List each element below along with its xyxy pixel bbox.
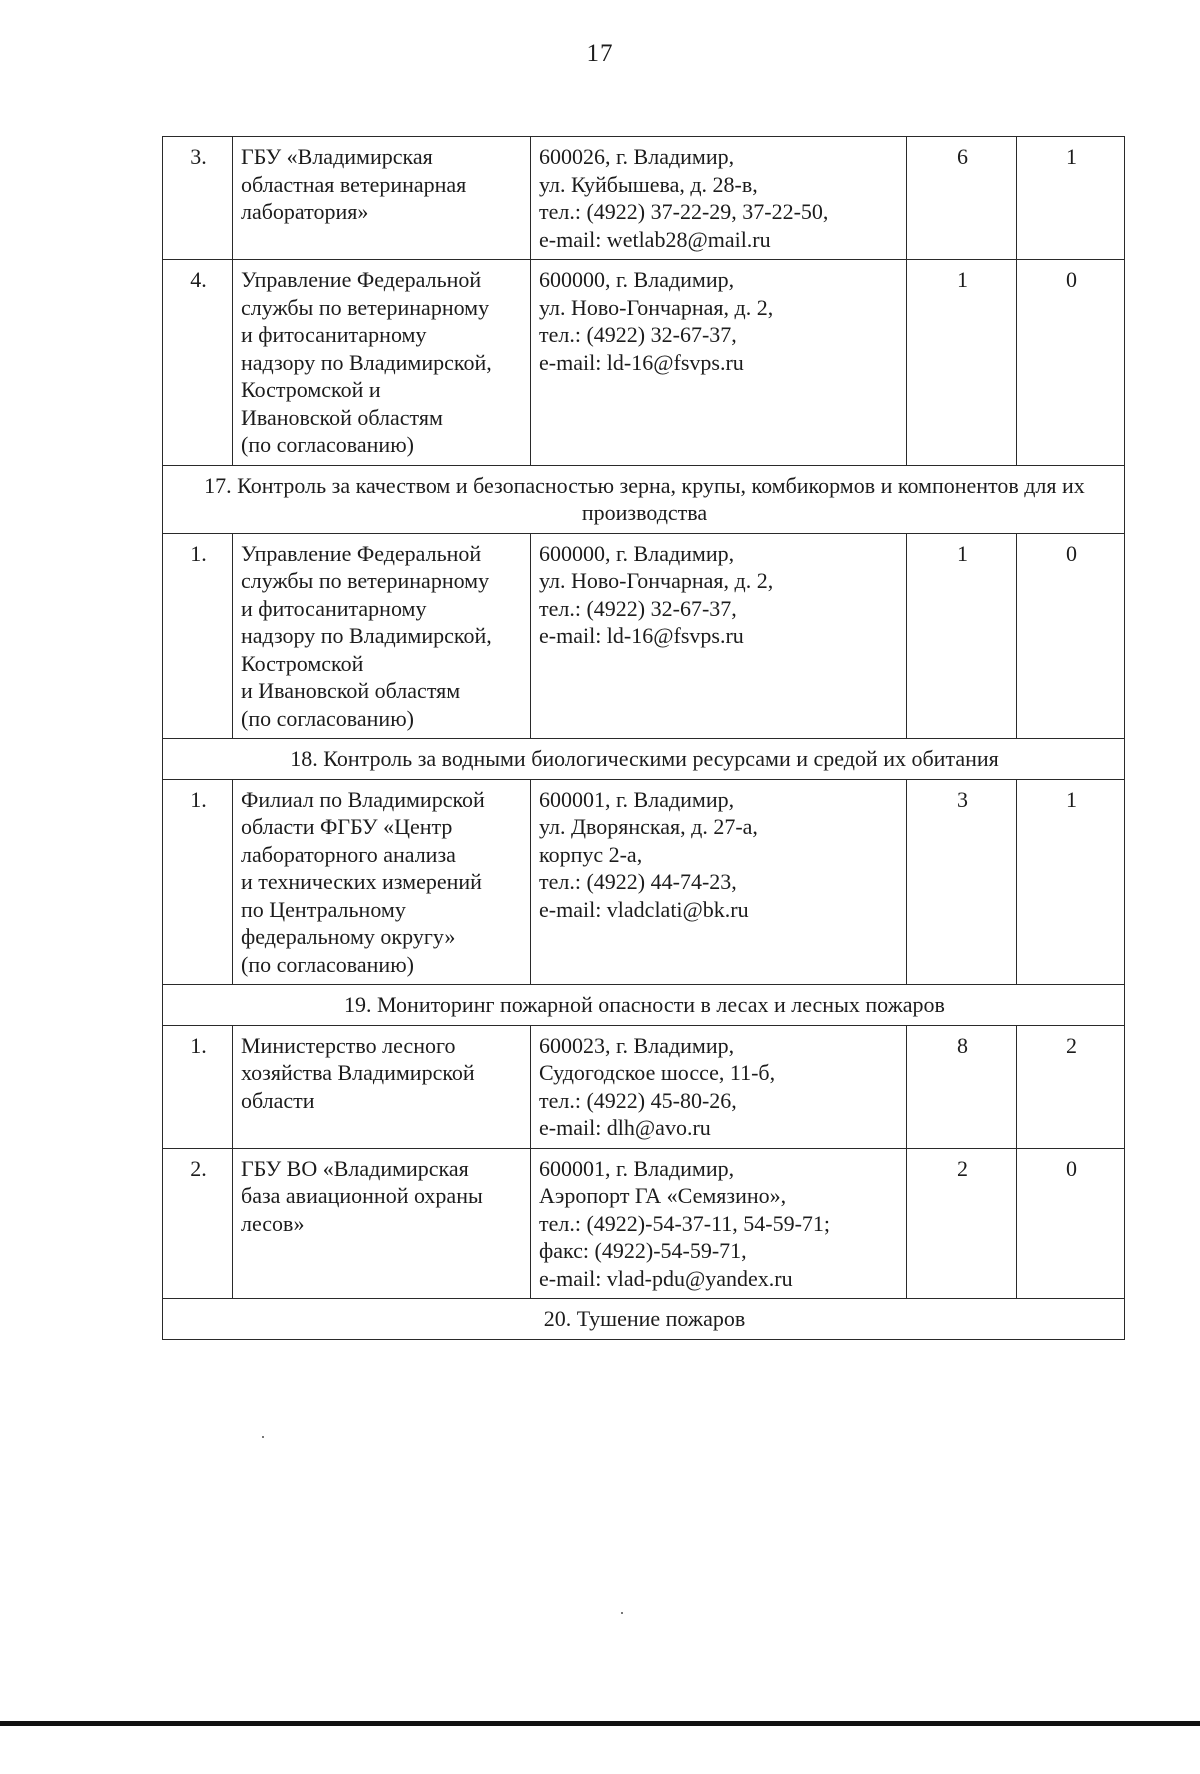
table-row <box>163 260 1125 466</box>
table-row <box>163 779 1125 985</box>
row-number: 2. <box>163 1148 233 1299</box>
organization-name: ГБУ ВО «Владимирская база авиационной охраны лесов» <box>233 1148 531 1299</box>
organization-contacts: 600000, г. Владимир, ул. Ново-Гончарная, д. 2, тел.: (4922) 32-67-37, e-mail: ld-16@fsvps.ru <box>531 260 907 466</box>
section-heading: 17. Контроль за качеством и безопасностью зерна, крупы, комбикормов и компонентов для их производства <box>163 465 1125 533</box>
count-column-4: 1 <box>907 533 1017 739</box>
count-column-5: 0 <box>1017 260 1125 466</box>
organization-name: Филиал по Владимирской области ФГБУ «Центр лабораторного анализа и технических измерений по Центральному федеральному округу» (по согласованию) <box>233 779 531 985</box>
count-column-5: 0 <box>1017 1148 1125 1299</box>
scan-speck <box>621 1612 623 1614</box>
count-column-5: 0 <box>1017 533 1125 739</box>
organization-name: ГБУ «Владимирская областная ветеринарная лаборатория» <box>233 137 531 260</box>
organization-name: Министерство лесного хозяйства Владимирской области <box>233 1025 531 1148</box>
scan-speck <box>262 1436 264 1438</box>
count-column-5: 1 <box>1017 137 1125 260</box>
count-column-4: 2 <box>907 1148 1017 1299</box>
count-column-4: 8 <box>907 1025 1017 1148</box>
table-body <box>163 137 1125 1340</box>
row-number: 1. <box>163 779 233 985</box>
row-number: 4. <box>163 260 233 466</box>
section-heading: 20. Тушение пожаров <box>163 1299 1125 1340</box>
row-number: 3. <box>163 137 233 260</box>
organization-contacts: 600026, г. Владимир, ул. Куйбышева, д. 28-в, тел.: (4922) 37-22-29, 37-22-50, e-mail: wetlab28@mail.ru <box>531 137 907 260</box>
section-heading: 18. Контроль за водными биологическими ресурсами и средой их обитания <box>163 739 1125 780</box>
organizations-table <box>162 136 1125 1340</box>
count-column-5: 2 <box>1017 1025 1125 1148</box>
table-row <box>163 137 1125 260</box>
row-number: 1. <box>163 533 233 739</box>
organization-name: Управление Федеральной службы по ветеринарному и фитосанитарному надзору по Владимирской, Костромской и Ивановской областям (по согласованию) <box>233 260 531 466</box>
organization-name: Управление Федеральной службы по ветеринарному и фитосанитарному надзору по Владимирской, Костромской и Ивановской областям (по согласованию) <box>233 533 531 739</box>
table-row <box>163 1025 1125 1148</box>
count-column-4: 1 <box>907 260 1017 466</box>
count-column-4: 3 <box>907 779 1017 985</box>
organization-contacts: 600023, г. Владимир, Судогодское шоссе, 11-б, тел.: (4922) 45-80-26, e-mail: dlh@avo.ru <box>531 1025 907 1148</box>
section-row <box>163 985 1125 1026</box>
count-column-5: 1 <box>1017 779 1125 985</box>
organization-contacts: 600001, г. Владимир, ул. Дворянская, д. 27-а, корпус 2-а, тел.: (4922) 44-74-23, e-mail: vladclati@bk.ru <box>531 779 907 985</box>
section-row <box>163 739 1125 780</box>
table-row <box>163 1148 1125 1299</box>
organization-contacts: 600000, г. Владимир, ул. Ново-Гончарная, д. 2, тел.: (4922) 32-67-37, e-mail: ld-16@fsvps.ru <box>531 533 907 739</box>
section-heading: 19. Мониторинг пожарной опасности в лесах и лесных пожаров <box>163 985 1125 1026</box>
organization-contacts: 600001, г. Владимир, Аэропорт ГА «Семязино», тел.: (4922)-54-37-11, 54-59-71; факс: (4922)-54-59-71, e-mail: vlad-pdu@yandex.ru <box>531 1148 907 1299</box>
section-row <box>163 465 1125 533</box>
page-number: 17 <box>586 40 614 67</box>
table-row <box>163 533 1125 739</box>
count-column-4: 6 <box>907 137 1017 260</box>
section-row <box>163 1299 1125 1340</box>
bottom-rule <box>0 1721 1200 1726</box>
row-number: 1. <box>163 1025 233 1148</box>
